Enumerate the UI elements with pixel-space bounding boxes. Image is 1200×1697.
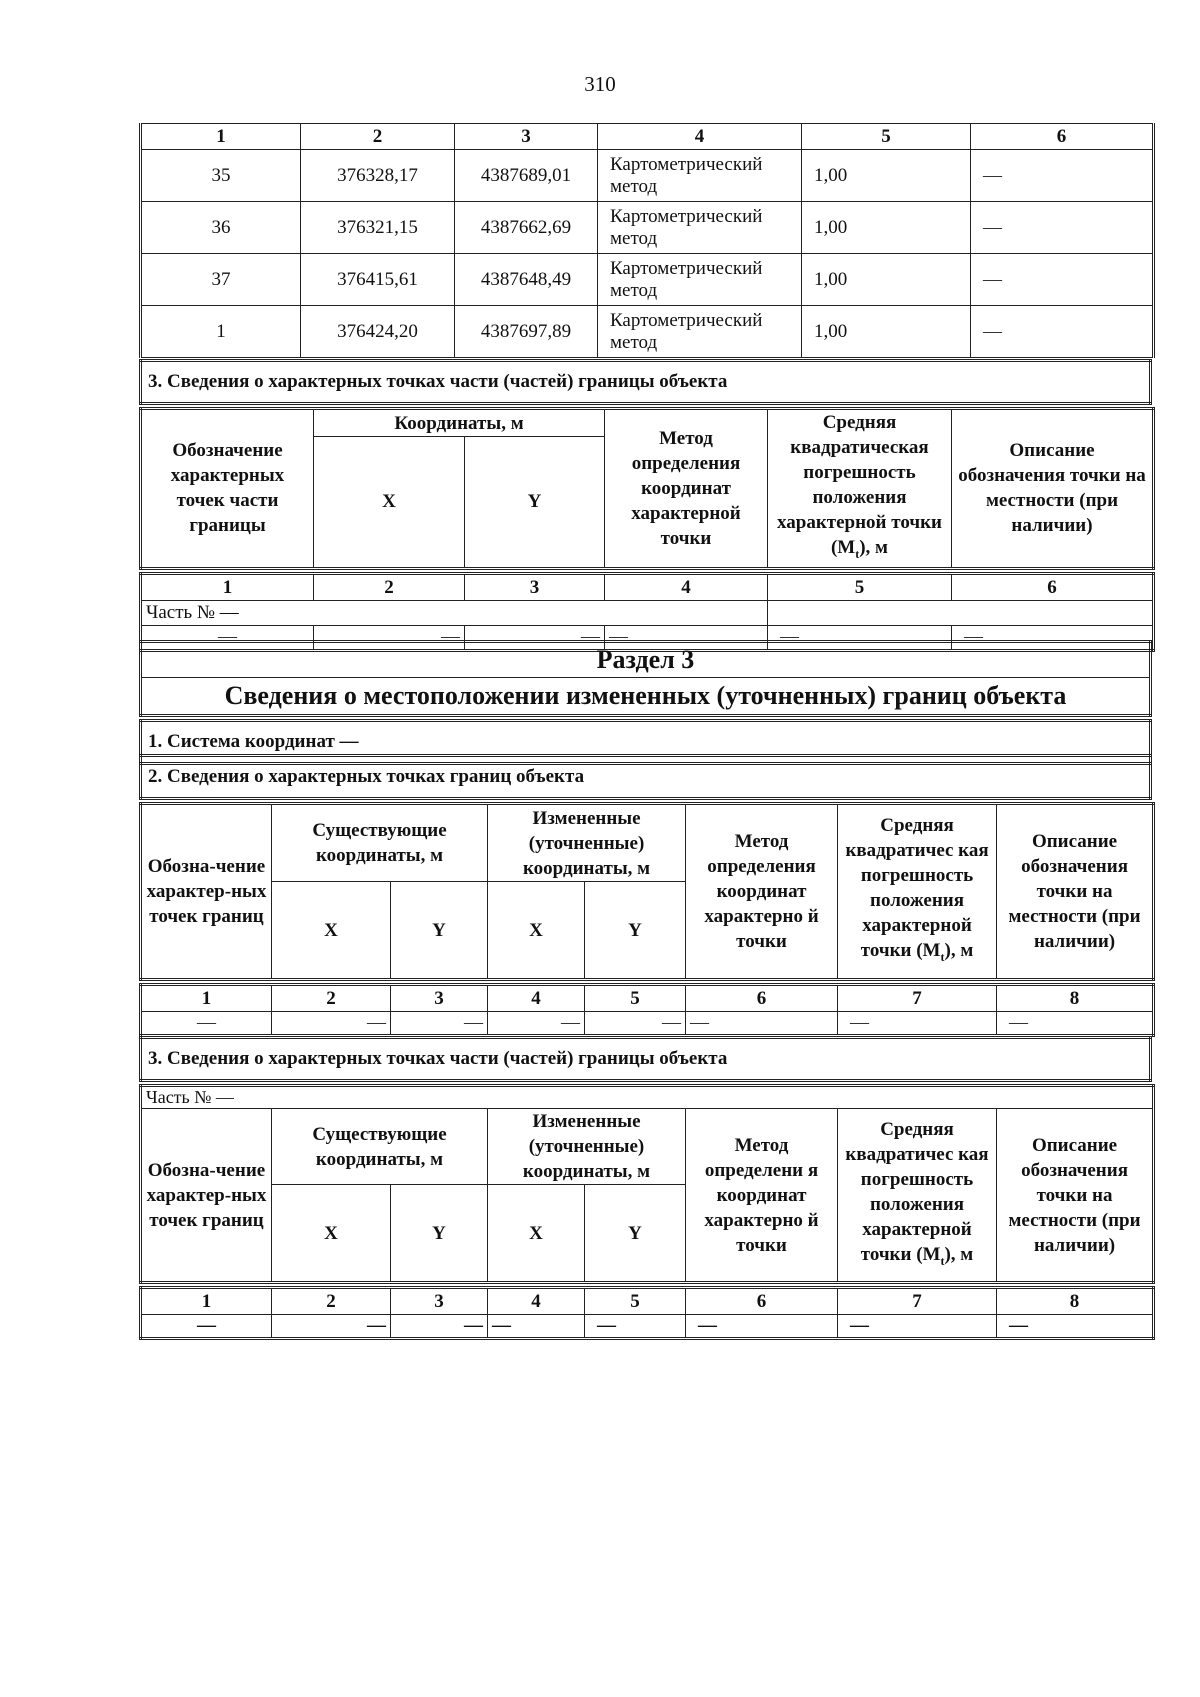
y-cell: 4387697,89: [455, 306, 598, 358]
header-error-post: ), м: [944, 940, 974, 962]
y-cell: 4387689,01: [455, 150, 598, 202]
dash-cell: —: [838, 1012, 997, 1036]
desc-cell: —: [971, 306, 1154, 358]
y-cell: 4387662,69: [455, 202, 598, 254]
dash-cell: —: [605, 625, 768, 650]
point-cell: 1: [141, 306, 301, 358]
part-label: Часть № —: [141, 600, 768, 625]
header-error-sub: t: [855, 546, 860, 561]
desc-cell: —: [971, 202, 1154, 254]
col-num: 6: [952, 573, 1154, 600]
header-existing: Существующие координаты, м: [272, 804, 488, 882]
header-existing: Существующие координаты, м: [272, 1109, 488, 1185]
x-cell: 376424,20: [301, 306, 455, 358]
dash-cell: —: [768, 625, 952, 650]
x-cell: 376321,15: [301, 202, 455, 254]
col-num: 6: [686, 1288, 838, 1315]
col-num: 1: [141, 573, 314, 600]
col-num: 2: [301, 124, 455, 150]
col-num: 4: [598, 124, 802, 150]
header-error: [838, 804, 997, 980]
point-cell: 36: [141, 202, 301, 254]
section-3-header: [139, 640, 1152, 765]
part-label: Часть № —: [141, 1086, 1154, 1109]
dash-cell: —: [585, 1315, 686, 1339]
header-x: X: [314, 437, 465, 569]
dash-cell: —: [465, 625, 605, 650]
col-num: 6: [971, 124, 1154, 150]
header-desc: Описание обозначения точки на местности (при наличии): [952, 409, 1154, 569]
header-error-text: Средняя квадратичес кая погрешность положения характерной точки (M: [845, 815, 989, 962]
dash-cell: —: [686, 1012, 838, 1036]
col-num: 2: [272, 1288, 391, 1315]
x-cell: 376328,17: [301, 150, 455, 202]
col-num: 4: [488, 1288, 585, 1315]
col-num: 5: [768, 573, 952, 600]
header-y: Y: [585, 1185, 686, 1283]
col-num: 8: [997, 1288, 1154, 1315]
dash-cell: —: [272, 1012, 391, 1036]
table-row: [141, 1012, 1154, 1036]
header-coords: Координаты, м: [314, 409, 605, 437]
header-error: [838, 1109, 997, 1283]
table-row: [141, 1315, 1154, 1339]
method-cell: Картометрический метод: [598, 150, 802, 202]
header-error-text: Средняя квадратическая погрешность положения характерной точки (M: [777, 412, 942, 558]
col-num: 2: [272, 985, 391, 1012]
point-cell: 37: [141, 254, 301, 306]
header-y: Y: [391, 882, 488, 980]
dash-cell: —: [272, 1315, 391, 1339]
header-y: Y: [585, 882, 686, 980]
col-num: 6: [686, 985, 838, 1012]
header-error-post: ), м: [859, 537, 889, 558]
col-num: 5: [585, 1288, 686, 1315]
col-num: 3: [465, 573, 605, 600]
dash-cell: —: [141, 1012, 272, 1036]
header-error-post: ), м: [944, 1243, 974, 1265]
header-desc: Описание обозначения точки на местности (при наличии): [997, 1109, 1154, 1283]
col-num: 5: [585, 985, 686, 1012]
header-changed: Измененные (уточненные) координаты, м: [488, 1109, 686, 1185]
dash-cell: —: [488, 1315, 585, 1339]
header-method: Метод определения координат характерно й точки: [686, 804, 838, 980]
y-cell: 4387648,49: [455, 254, 598, 306]
col-num: 1: [141, 985, 272, 1012]
method-cell: Картометрический метод: [598, 202, 802, 254]
dash-cell: —: [952, 625, 1154, 650]
col-num: 8: [997, 985, 1154, 1012]
section-subheading: Сведения о местоположении измененных (уточненных) границ объекта: [141, 678, 1151, 716]
header-y: Y: [465, 437, 605, 569]
header-changed: Измененные (уточненные) координаты, м: [488, 804, 686, 882]
col-num: 1: [141, 124, 301, 150]
header-designation: Обозна-чение характер-ных точек границ: [141, 804, 272, 980]
error-cell: 1,00: [802, 202, 971, 254]
header-method: Метод определени я координат характерно й точки: [686, 1109, 838, 1283]
error-cell: 1,00: [802, 306, 971, 358]
header-x: X: [488, 1185, 585, 1283]
section-title: 3. Сведения о характерных точках части (частей) границы объекта: [141, 1038, 1151, 1081]
part-points-section: [139, 359, 1152, 652]
header-x: X: [488, 882, 585, 980]
dash-cell: —: [141, 1315, 272, 1339]
table-row: [141, 306, 1154, 358]
header-designation: Обозначение характерных точек части границы: [141, 409, 314, 569]
column-number-row: [141, 124, 1154, 150]
desc-cell: —: [971, 150, 1154, 202]
top-coordinates-table: [139, 123, 1152, 358]
table-row: [141, 254, 1154, 306]
section-title: 3. Сведения о характерных точках части (частей) границы объекта: [141, 361, 1151, 404]
header-error: [768, 409, 952, 569]
col-num: 7: [838, 1288, 997, 1315]
header-x: X: [272, 882, 391, 980]
header-x: X: [272, 1185, 391, 1283]
error-cell: 1,00: [802, 150, 971, 202]
col-num: 3: [391, 985, 488, 1012]
dash-cell: —: [585, 1012, 686, 1036]
dash-cell: —: [686, 1315, 838, 1339]
header-desc: Описание обозначения точки на местности (при наличии): [997, 804, 1154, 980]
dash-cell: —: [141, 625, 314, 650]
header-error-text: Средняя квадратичес кая погрешность положения характерной точки (M: [845, 1118, 989, 1265]
method-cell: Картометрический метод: [598, 254, 802, 306]
col-num: 3: [455, 124, 598, 150]
header-error-sub: t: [940, 949, 945, 964]
header-method: Метод определения координат характерной точки: [605, 409, 768, 569]
col-num: 1: [141, 1288, 272, 1315]
col-num: 7: [838, 985, 997, 1012]
col-num: 4: [488, 985, 585, 1012]
x-cell: 376415,61: [301, 254, 455, 306]
method-cell: Картометрический метод: [598, 306, 802, 358]
header-y: Y: [391, 1185, 488, 1283]
point-cell: 35: [141, 150, 301, 202]
table-row: [141, 202, 1154, 254]
col-num: 5: [802, 124, 971, 150]
dash-cell: —: [838, 1315, 997, 1339]
dash-cell: —: [314, 625, 465, 650]
page-number: 310: [584, 72, 616, 96]
error-cell: 1,00: [802, 254, 971, 306]
boundary-points-section: [139, 754, 1152, 1037]
desc-cell: —: [971, 254, 1154, 306]
header-error-sub: t: [940, 1253, 945, 1268]
dash-cell: —: [391, 1012, 488, 1036]
dash-cell: —: [997, 1315, 1154, 1339]
col-num: 4: [605, 573, 768, 600]
header-designation: Обозна-чение характер-ных точек границ: [141, 1109, 272, 1283]
col-num: 3: [391, 1288, 488, 1315]
section-title: 2. Сведения о характерных точках границ объекта: [141, 756, 1151, 799]
coord-system: 1. Система координат —: [141, 721, 1151, 764]
col-num: 2: [314, 573, 465, 600]
section-heading: Раздел 3: [141, 642, 1151, 678]
dash-cell: —: [488, 1012, 585, 1036]
table-row: [141, 150, 1154, 202]
dash-cell: —: [997, 1012, 1154, 1036]
dash-cell: —: [391, 1315, 488, 1339]
part-boundary-points-section: [139, 1036, 1152, 1340]
